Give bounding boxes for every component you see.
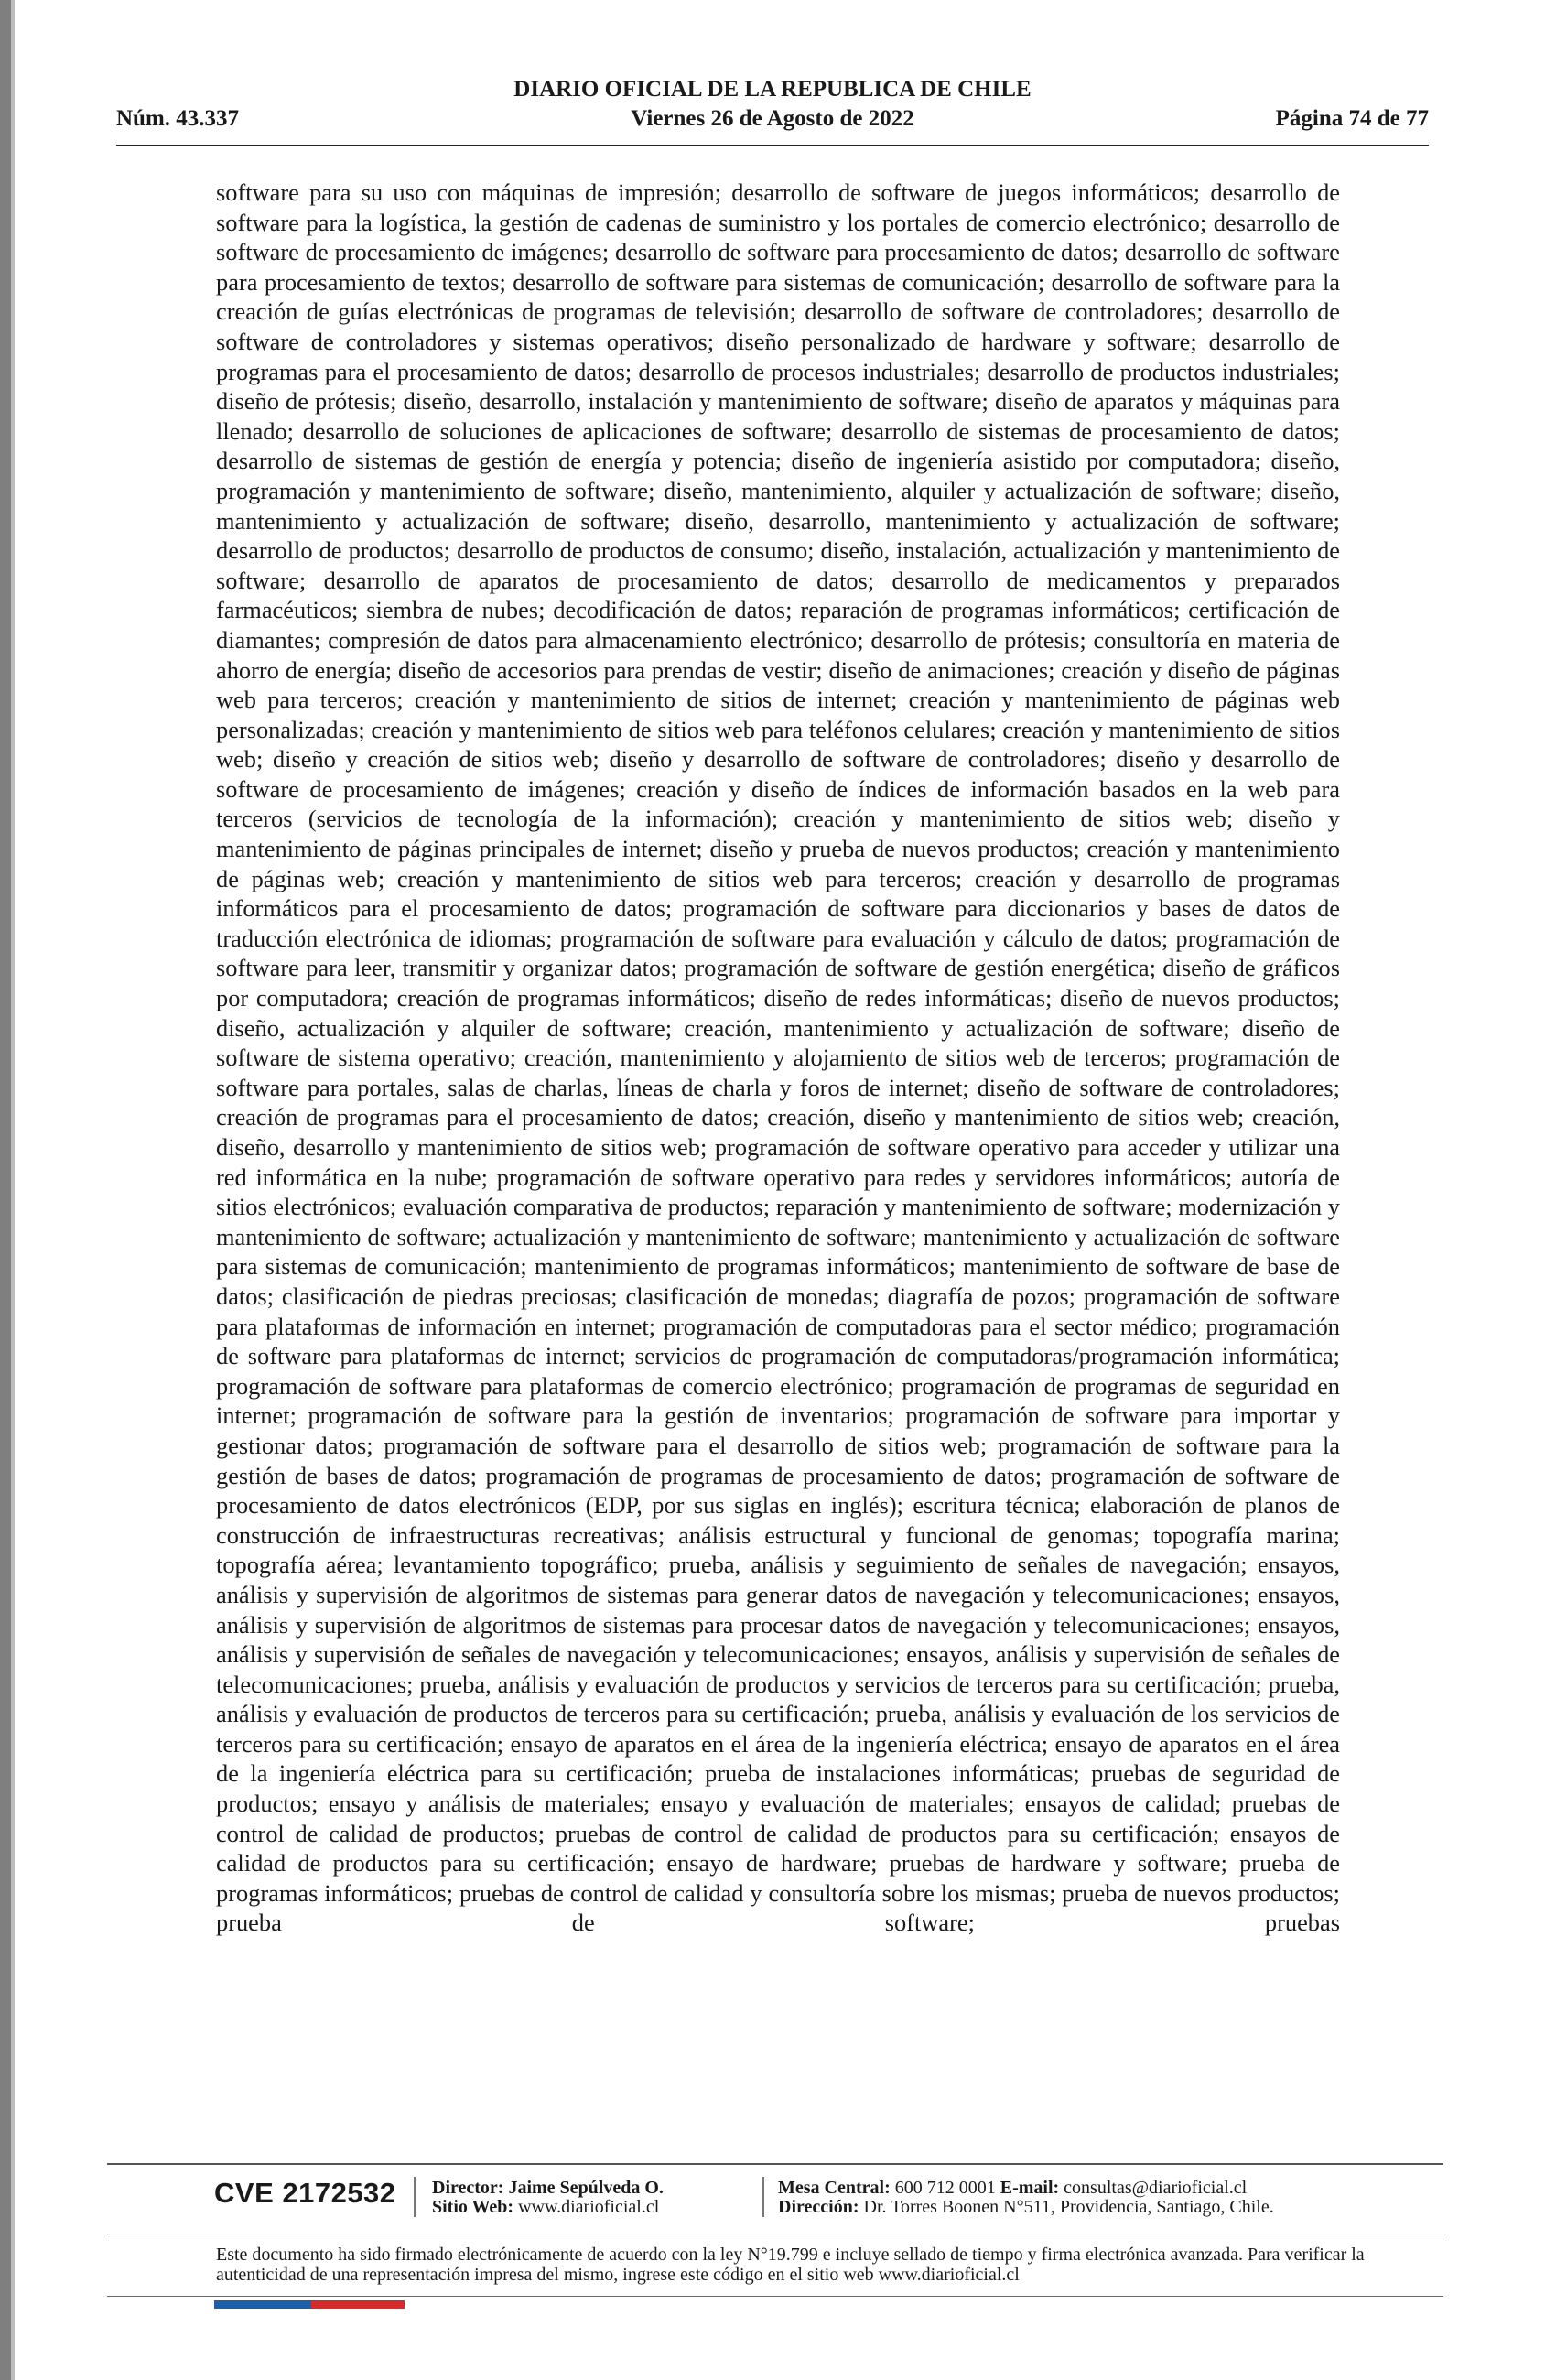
- address-label: Dirección:: [778, 2197, 859, 2217]
- body-paragraph: software para su uso con máquinas de impresión; desarrollo de software de juegos informáticos; desarrollo de software para la logística, la gestión de cadenas de suministro y los portales de comercio electrónico; desarrollo de software de procesamiento de imágenes; desarrollo de software para procesamiento de datos; desarrollo de software para procesamiento de textos; desarrollo de software para sistemas de comunicación; desarrollo de software para la creación de guías electrónicas de programas de televisión; desarrollo de software de controladores; desarrollo de software de controladores y sistemas operativos; diseño personalizado de hardware y software; desarrollo de programas para el procesamiento de datos; desarrollo de procesos industriales; desarrollo de productos industriales; diseño de prótesis; diseño, desarrollo, instalación y mantenimiento de software; diseño de aparatos y máquinas para llenado; desarrollo de soluciones de aplicaciones de software; desarrollo de sistemas de procesamiento de datos; desarrollo de sistemas de gestión de energía y potencia; diseño de ingeniería asistido por computadora; diseño, programación y mantenimiento de software; diseño, mantenimiento, alquiler y actualización de software; diseño, mantenimiento y actualización de software; diseño, desarrollo, mantenimiento y actualización de software; desarrollo de productos; desarrollo de productos de consumo; diseño, instalación, actualización y mantenimiento de software; desarrollo de aparatos de procesamiento de datos; desarrollo de medicamentos y preparados farmacéuticos; siembra de nubes; decodificación de datos; reparación de programas informáticos; certificación de diamantes; compresión de datos para almacenamiento electrónico; desarrollo de prótesis; consultoría en materia de ahorro de energía; diseño de accesorios para prendas de vestir; diseño de animaciones; creación y diseño de páginas web para terceros; creación y mantenimiento de sitios de internet; creación y mantenimiento de páginas web personalizadas; creación y mantenimiento de sitios web para teléfonos celulares; creación y mantenimiento de sitios web; diseño y creación de sitios web; diseño y desarrollo de software de controladores; diseño y desarrollo de software de procesamiento de imágenes; creación y diseño de índices de información basados en la web para terceros (servicios de tecnología de la información); creación y mantenimiento de sitios web; diseño y mantenimiento de páginas principales de internet; diseño y prueba de nuevos productos; creación y mantenimiento de páginas web; creación y mantenimiento de sitios web para terceros; creación y desarrollo de programas informáticos para el procesamiento de datos; programación de software para diccionarios y bases de datos de traducción electrónica de idiomas; programación de software para evaluación y cálculo de datos; programación de software para leer, transmitir y organizar datos; programación de software de gestión energética; diseño de gráficos por computadora; creación de programas informáticos; diseño de redes informáticas; diseño de nuevos productos; diseño, actualización y alquiler de software; creación, mantenimiento y actualización de software; diseño de software de sistema operativo; creación, mantenimiento y alojamiento de sitios web de terceros; programación de software para portales, salas de charlas, líneas de charla y foros de internet; diseño de software de controladores; creación de programas para el procesamiento de datos; creación, diseño y mantenimiento de sitios web; creación, diseño, desarrollo y mantenimiento de sitios web; programación de software operativo para acceder y utilizar una red informática en la nube; programación de software operativo para redes y servidores informáticos; autoría de sitios electrónicos; evaluación comparativa de productos; reparación y mantenimiento de software; modernización y mantenimiento de software; actualización y mantenimiento de software; mantenimiento y actualización de software para sistemas de comunicación; mantenimiento de programas informáticos; mantenimiento de software de base de datos; clasificación de piedras preciosas; clasificación de monedas; diagrafía de pozos; programación de software para plataformas de información en internet; programación de computadoras para el sector médico; programación de software para plataformas de internet; servicios de programación de computadoras/programación informática; programación de software para plataformas de comercio electrónico; programación de programas de seguridad en internet; programación de software para la gestión de inventarios; programación de software para importar y gestionar datos; programación de software para el desarrollo de sitios web; programación de software para la gestión de bases de datos; programación de programas de procesamiento de datos; programación de software de procesamiento de datos electrónicos (EDP, por sus siglas en inglés); escritura técnica; elaboración de planos de construcción de infraestructuras recreativas; análisis estructural y funcional de genomas; topografía marina; topografía aérea; levantamiento topográfico; prueba, análisis y seguimiento de señales de navegación; ensayos, análisis y supervisión de algoritmos de sistemas para generar datos de navegación y telecomunicaciones; ensayos, análisis y supervisión de algoritmos de sistemas para procesar datos de navegación y telecomunicaciones; ensayos, análisis y supervisión de señales de navegación y telecomunicaciones; ensayos, análisis y supervisión de señales de telecomunicaciones; prueba, análisis y evaluación de productos y servicios de terceros para su certificación; prueba, análisis y evaluación de productos de terceros para su certificación; prueba, análisis y evaluación de los servicios de terceros para su certificación; ensayo de aparatos en el área de la ingeniería eléctrica; ensayo de aparatos en el área de la ingeniería eléctrica para su certificación; prueba de instalaciones informáticas; pruebas de seguridad de productos; ensayo y análisis de materiales; ensayo y evaluación de materiales; ensayos de calidad; pruebas de control de calidad de productos; pruebas de control de calidad de productos para su certificación; ensayos de calidad de productos para su certificación; ensayo de hardware; pruebas de hardware y software; prueba de programas informáticos; pruebas de control de calidad y consultoría sobre los mismas; prueba de nuevos productos; prueba de software; pruebas: [216, 178, 1340, 1937]
- cve-code: CVE 2172532: [214, 2177, 396, 2209]
- director-label: Director:: [432, 2178, 504, 2198]
- website-label: Sitio Web:: [432, 2197, 514, 2217]
- publication-title: DIARIO OFICIAL DE LA REPUBLICA DE CHILE: [513, 77, 1032, 102]
- issue-date: Viernes 26 de Agosto de 2022: [631, 106, 914, 131]
- address-value: Dr. Torres Boonen N°511, Providencia, Santiago, Chile.: [863, 2197, 1274, 2217]
- email-link[interactable]: consultas@diarioficial.cl: [1064, 2178, 1248, 2198]
- phone-email-line: [778, 2179, 1274, 2198]
- address-line: [778, 2198, 1274, 2217]
- contact-block: [778, 2179, 1274, 2217]
- flag-stripe-blue: [214, 2300, 311, 2309]
- phone-value: 600 712 0001: [894, 2178, 996, 2198]
- footer-separator: [762, 2177, 764, 2217]
- header-divider: [116, 145, 1429, 146]
- director-block: [432, 2179, 664, 2217]
- footer-divider-top: [107, 2163, 1443, 2165]
- footer-separator: [414, 2177, 416, 2217]
- flag-stripe-red: [311, 2300, 405, 2309]
- email-label: E-mail:: [1000, 2178, 1060, 2198]
- legal-notice: Este documento ha sido firmado electrónicamente de acuerdo con la ley N°19.799 e incluye sellado de tiempo y firma electrónica avanzada. Para verificar la autenticidad de una representación impresa del mismo, ingrese este código en el sitio web www.diarioficial.cl: [216, 2245, 1365, 2285]
- page-number: Página 74 de 77: [1275, 106, 1429, 131]
- page-edge-shadow: [0, 0, 11, 2380]
- page-edge-shadow-light: [11, 0, 15, 2380]
- page-header: [116, 77, 1429, 146]
- phone-label: Mesa Central:: [778, 2178, 891, 2198]
- issue-number: Núm. 43.337: [116, 106, 240, 131]
- footer-divider-bottom: [107, 2296, 1443, 2297]
- website-link[interactable]: www.diarioficial.cl: [518, 2197, 660, 2217]
- director-line: [432, 2179, 664, 2198]
- director-name: Jaime Sepúlveda O.: [508, 2178, 664, 2198]
- website-line: [432, 2198, 664, 2217]
